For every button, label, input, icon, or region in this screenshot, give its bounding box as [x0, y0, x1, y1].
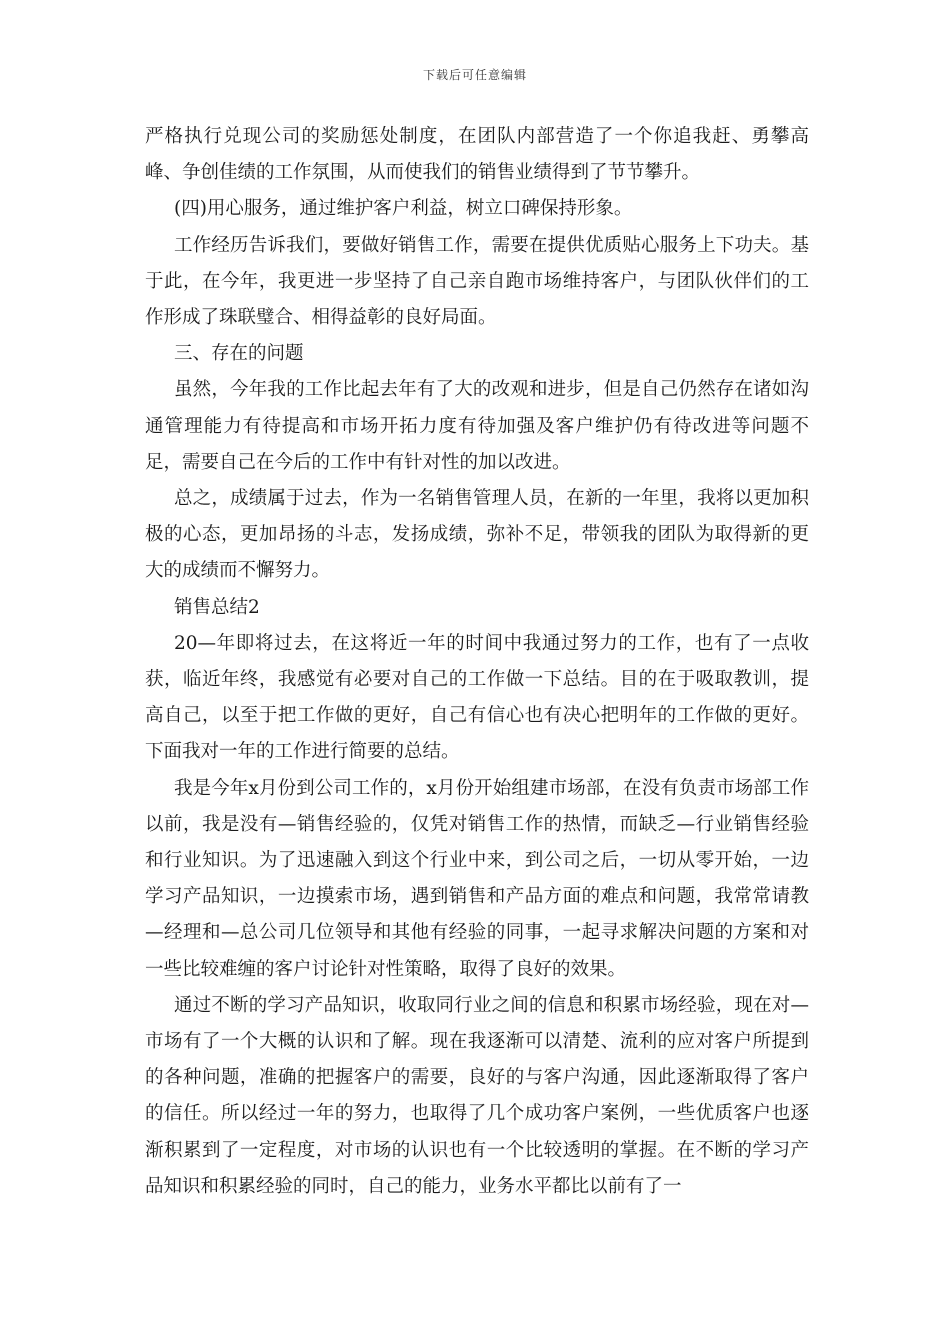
section-heading: 三、存在的问题: [174, 343, 304, 365]
page-header: 下载后可任意编辑: [422, 68, 527, 82]
paragraph: 我是今年x月份到公司工作的，x月份开始组建市场部，在没有负责市场部工作以前，我是没有—销售经验的，仅凭对销售工作的热情，而缺乏—行业销售经验和行业知识。为了迅速融入到这个行业中来，到公司之后，一切从零开始，一边学习产品知识，一边摸索市场，遇到销售和产品方面的难点和问题，我常常请教—经理和—总公司几位领导和其他有经验的同事，一起寻求解决问题的方案和对一些比较难缠的客户讨论针对性策略，取得了良好的效果。: [145, 777, 809, 980]
paragraph: 通过不断的学习产品知识，收取同行业之间的信息和积累市场经验，现在对—市场有了一个大概的认识和了解。现在我逐渐可以清楚、流利的应对客户所提到的各种问题，准确的把握客户的需要，良好的与客户沟通，因此逐渐取得了客户的信任。所以经过一年的努力，也取得了几个成功客户案例，一些优质客户也逐渐积累到了一定程度，对市场的认识也有一个比较透明的掌握。在不断的学习产品知识和积累经验的同时，自己的能力，业务水平都比以前有了一: [145, 994, 809, 1197]
paragraph: 总之，成绩属于过去，作为一名销售管理人员，在新的一年里，我将以更加积极的心态，更加昂扬的斗志，发扬成绩，弥补不足，带领我的团队为取得新的更大的成绩而不懈努力。: [145, 488, 809, 582]
paragraph: 20—年即将过去，在这将近一年的时间中我通过努力的工作，也有了一点收获，临近年终，我感觉有必要对自己的工作做一下总结。目的在于吸取教训，提高自己，以至于把工作做的更好，自己有信心也有决心把明年的工作做的更好。下面我对一年的工作进行简要的总结。: [145, 632, 809, 763]
document-body: [145, 119, 809, 1205]
paragraph: 虽然，今年我的工作比起去年有了大的改观和进步，但是自己仍然存在诸如沟通管理能力有待提高和市场开拓力度有待加强及客户维护仍有待改进等问题不足，需要自己在今后的工作中有针对性的加以改进。: [145, 379, 809, 473]
section-heading: 销售总结2: [174, 596, 260, 618]
section-heading: (四)用心服务，通过维护客户利益，树立口碑保持形象。: [174, 198, 633, 220]
paragraph: 工作经历告诉我们，要做好销售工作，需要在提供优质贴心服务上下功夫。基于此，在今年，我更进一步坚持了自己亲自跑市场维持客户，与团队伙伴们的工作形成了珠联璧合、相得益彰的良好局面。: [145, 234, 809, 329]
paragraph: 严格执行兑现公司的奖励惩处制度，在团队内部营造了一个你追我赶、勇攀高峰、争创佳绩的工作氛围，从而使我们的销售业绩得到了节节攀升。: [145, 126, 809, 184]
